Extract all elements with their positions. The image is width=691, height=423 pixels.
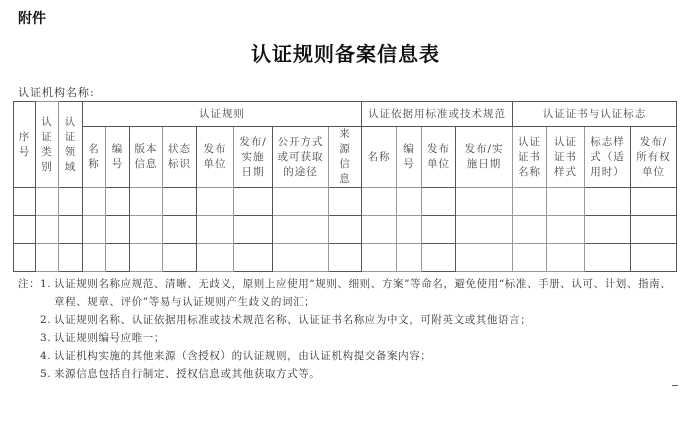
table-cell[interactable] <box>362 188 397 216</box>
table-cell[interactable] <box>362 216 397 244</box>
header-cert-field: 认证领域 <box>59 102 83 188</box>
header-rule-status: 状态标识 <box>163 127 197 188</box>
table-cell[interactable] <box>422 244 456 272</box>
table-cell[interactable] <box>397 216 422 244</box>
note-number: 5. <box>40 368 52 380</box>
page-mark-divider <box>672 385 678 386</box>
table-cell[interactable] <box>106 216 130 244</box>
table-cell[interactable] <box>513 216 547 244</box>
header-rule-number: 编号 <box>106 127 130 188</box>
header-rule-date: 发布/实施日期 <box>234 127 273 188</box>
table-row <box>14 216 677 244</box>
table-cell[interactable] <box>59 216 83 244</box>
note-text: 认证机构实施的其他来源（含授权）的认证规则，由认证机构提交备案内容； <box>54 350 432 362</box>
notes-section <box>18 275 671 383</box>
table-cell[interactable] <box>329 216 362 244</box>
org-name-label: 认证机构名称: <box>18 86 95 99</box>
table-cell[interactable] <box>422 188 456 216</box>
table-cell[interactable] <box>234 188 273 216</box>
table-cell[interactable] <box>14 216 36 244</box>
table-cell[interactable] <box>14 244 36 272</box>
table-cell[interactable] <box>130 216 163 244</box>
table-cell[interactable] <box>456 188 513 216</box>
table-cell[interactable] <box>547 244 585 272</box>
table-row <box>14 244 677 272</box>
table-cell[interactable] <box>59 244 83 272</box>
table-cell[interactable] <box>59 188 83 216</box>
table-cell[interactable] <box>362 244 397 272</box>
table-cell[interactable] <box>163 244 197 272</box>
table-row <box>14 188 677 216</box>
table-cell[interactable] <box>14 188 36 216</box>
table-cell[interactable] <box>585 244 631 272</box>
table-cell[interactable] <box>197 188 234 216</box>
filing-table <box>13 101 677 272</box>
table-cell[interactable] <box>631 244 677 272</box>
table-cell[interactable] <box>397 244 422 272</box>
header-rule-publisher: 发布单位 <box>197 127 234 188</box>
note-text: 认证规则编号应唯一； <box>54 332 165 344</box>
header-std-publisher: 发布单位 <box>422 127 456 188</box>
header-cert-category: 认证类别 <box>36 102 59 188</box>
table-cell[interactable] <box>513 244 547 272</box>
header-std-number: 编号 <box>397 127 422 188</box>
table-cell[interactable] <box>422 216 456 244</box>
header-cert-name: 认证证书名称 <box>513 127 547 188</box>
table-cell[interactable] <box>36 216 59 244</box>
header-rule-name: 名称 <box>83 127 106 188</box>
header-rule-source: 来源信息 <box>329 127 362 188</box>
header-group-certificate: 认证证书与认证标志 <box>513 102 677 127</box>
table-cell[interactable] <box>36 188 59 216</box>
attachment-label: 附件 <box>18 11 46 27</box>
table-cell[interactable] <box>130 188 163 216</box>
header-std-date: 发布/实施日期 <box>456 127 513 188</box>
table-cell[interactable] <box>234 244 273 272</box>
header-group-rules: 认证规则 <box>83 102 362 127</box>
table-cell[interactable] <box>83 244 106 272</box>
page-title: 认证规则备案信息表 <box>251 42 440 66</box>
note-text: 章程、规章、评价”等易与认证规则产生歧义的词汇； <box>54 296 316 308</box>
note-number: 4. <box>40 350 52 362</box>
note-text: 认证规则名称应规范、清晰、无歧义，原则上应使用“规则、细则、方案”等命名，避免使用“标准、手册、认可、计划、指南、 <box>54 278 672 290</box>
note-item-4 <box>18 347 671 365</box>
table-cell[interactable] <box>83 216 106 244</box>
table-cell[interactable] <box>197 244 234 272</box>
table-cell[interactable] <box>547 188 585 216</box>
header-seq: 序号 <box>14 102 36 188</box>
table-cell[interactable] <box>631 216 677 244</box>
table-cell[interactable] <box>273 244 329 272</box>
table-cell[interactable] <box>106 188 130 216</box>
table-cell[interactable] <box>397 188 422 216</box>
notes-prefix: 注： <box>18 278 41 290</box>
note-number: 1. <box>40 278 52 290</box>
table-cell[interactable] <box>329 244 362 272</box>
table-cell[interactable] <box>585 216 631 244</box>
table-cell[interactable] <box>273 188 329 216</box>
table-cell[interactable] <box>585 188 631 216</box>
table-cell[interactable] <box>456 216 513 244</box>
header-mark-style: 标志样式（适用时） <box>585 127 631 188</box>
header-std-name: 名称 <box>362 127 397 188</box>
note-number: 3. <box>40 332 52 344</box>
table-cell[interactable] <box>273 216 329 244</box>
note-item-2 <box>18 311 671 329</box>
note-text: 认证规则名称、认证依据用标准或技术规范名称、认证证书名称应为中文，可附英文或其他语言； <box>54 314 532 326</box>
table-cell[interactable] <box>547 216 585 244</box>
note-item-5 <box>18 365 671 383</box>
header-rule-access: 公开方式或可获取的途径 <box>273 127 329 188</box>
note-text: 来源信息包括自行制定、授权信息或其他获取方式等。 <box>54 368 321 380</box>
table-cell[interactable] <box>329 188 362 216</box>
header-owner: 发布/所有权单位 <box>631 127 677 188</box>
note-number: 2. <box>40 314 52 326</box>
table-cell[interactable] <box>513 188 547 216</box>
table-cell[interactable] <box>197 216 234 244</box>
note-item-1 <box>18 275 671 293</box>
header-group-standards: 认证依据用标准或技术规范 <box>362 102 513 127</box>
table-cell[interactable] <box>631 188 677 216</box>
table-cell[interactable] <box>36 244 59 272</box>
table-cell[interactable] <box>130 244 163 272</box>
table-cell[interactable] <box>83 188 106 216</box>
table-cell[interactable] <box>456 244 513 272</box>
header-cert-style: 认证证书样式 <box>547 127 585 188</box>
table-cell[interactable] <box>106 244 130 272</box>
header-rule-version: 版本信息 <box>130 127 163 188</box>
table-cell[interactable] <box>163 188 197 216</box>
note-item-1-continued <box>18 293 671 311</box>
note-item-3 <box>18 329 671 347</box>
table-cell[interactable] <box>163 216 197 244</box>
table-cell[interactable] <box>234 216 273 244</box>
